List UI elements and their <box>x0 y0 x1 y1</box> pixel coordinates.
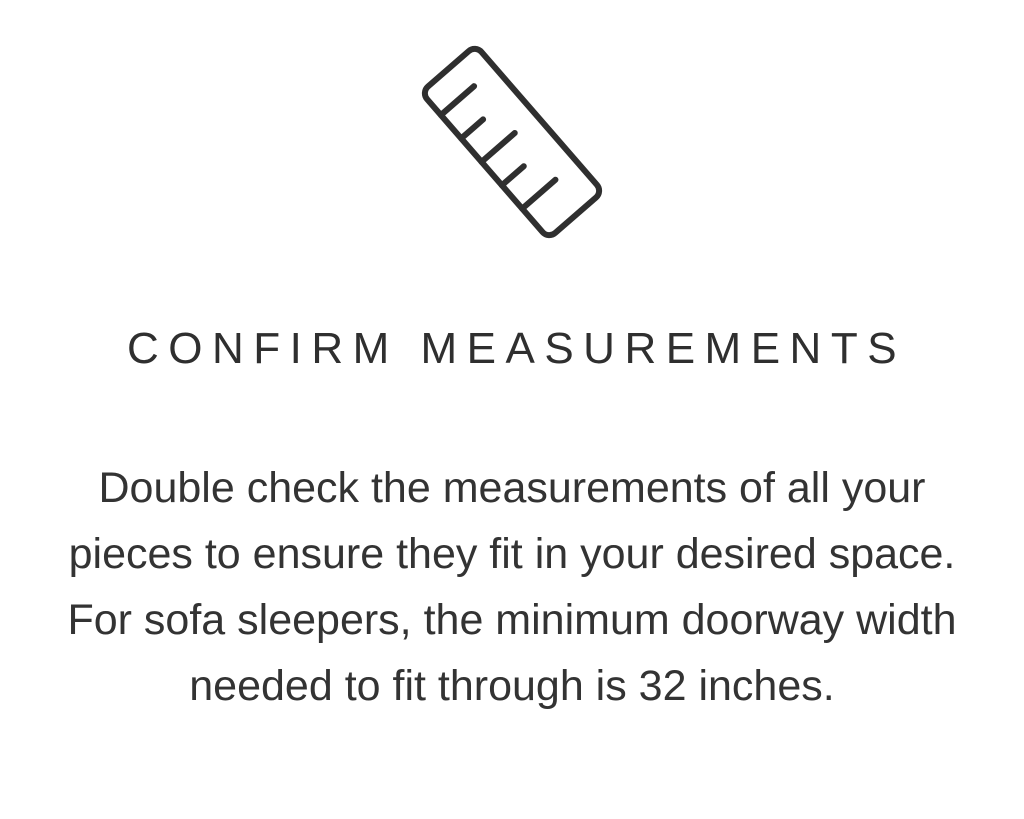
description-text: Double check the measurements of all your pieces to ensure they fit in your desired space. For sofa sleepers, the minimum doorway width needed to fit through is 32 inches. <box>67 464 957 711</box>
ruler-icon <box>387 22 637 262</box>
page-title: CONFIRM MEASUREMENTS <box>126 324 907 373</box>
